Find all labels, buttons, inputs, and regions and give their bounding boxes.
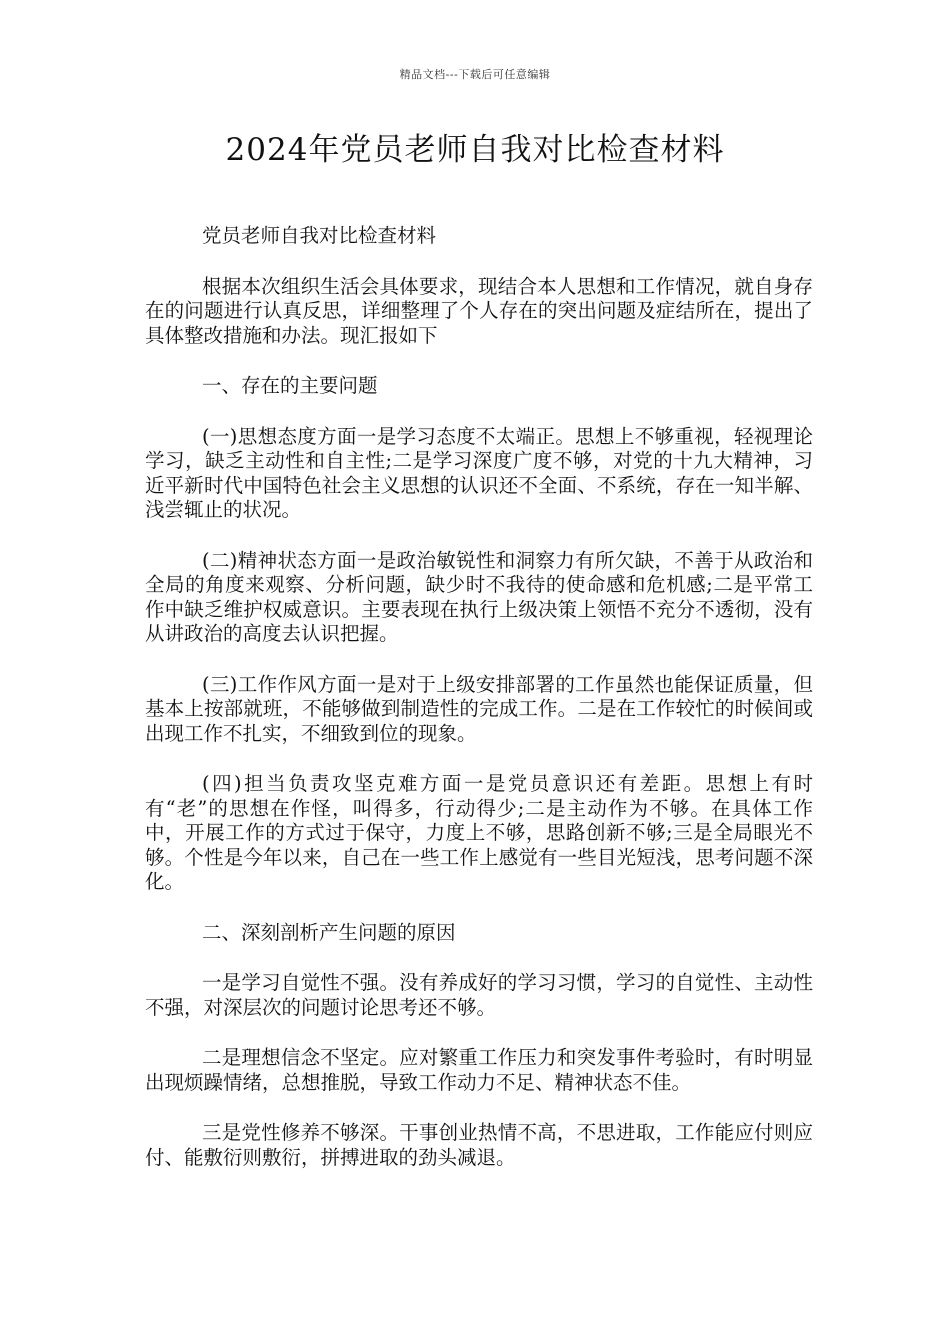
paragraph-cause-2: 二是理想信念不坚定。应对繁重工作压力和突发事件考验时，有时明显出现烦躁情绪，总想推脱，导致工作动力不足、精神状态不佳。: [145, 1046, 813, 1094]
paragraph-item-4: (四)担当负责攻坚克难方面一是党员意识还有差距。思想上有时有“老”的思想在作怪，叫得多，行动得少;二是主动作为不够。在具体工作中，开展工作的方式过于保守，力度上不够，思路创新不够;三是全局眼光不够。个性是今年以来，自己在一些工作上感觉有一些目光短浅，思考问题不深化。: [145, 772, 813, 893]
header-note: 精品文档---下载后可任意编辑: [399, 68, 551, 81]
document-title: 2024年党员老师自我对比检查材料: [225, 132, 725, 168]
document-body: [145, 224, 813, 1196]
paragraph-cause-1: 一是学习自觉性不强。没有养成好的学习习惯，学习的自觉性、主动性不强，对深层次的问题讨论思考还不够。: [145, 971, 813, 1019]
section-heading-2: 二、深刻剖析产生问题的原因: [202, 920, 456, 944]
paragraph-cause-3: 三是党性修养不够深。干事创业热情不高，不思进取，工作能应付则应付、能敷衍则敷衍，拼搏进取的劲头减退。: [145, 1121, 813, 1169]
paragraph-intro: 根据本次组织生活会具体要求，现结合本人思想和工作情况，就自身存在的问题进行认真反思，详细整理了个人存在的突出问题及症结所在，提出了具体整改措施和办法。现汇报如下: [145, 274, 813, 347]
paragraph-item-2: (二)精神状态方面一是政治敏锐性和洞察力有所欠缺，不善于从政治和全局的角度来观察、分析问题，缺少时不我待的使命感和危机感;二是平常工作中缺乏维护权威意识。主要表现在执行上级决策上领悟不充分不透彻，没有从讲政治的高度去认识把握。: [145, 548, 813, 645]
paragraph-subtitle: 党员老师自我对比检查材料: [202, 224, 437, 247]
paragraph-item-1: (一)思想态度方面一是学习态度不太端正。思想上不够重视，轻视理论学习，缺乏主动性和自主性;二是学习深度广度不够，对党的十九大精神，习近平新时代中国特色社会主义思想的认识还不全面、不系统，存在一知半解、浅尝辄止的状况。: [145, 424, 813, 521]
section-heading-1: 一、存在的主要问题: [202, 374, 378, 397]
paragraph-item-3: (三)工作作风方面一是对于上级安排部署的工作虽然也能保证质量，但基本上按部就班，不能够做到制造性的完成工作。二是在工作较忙的时候间或出现工作不扎实，不细致到位的现象。: [145, 672, 813, 745]
